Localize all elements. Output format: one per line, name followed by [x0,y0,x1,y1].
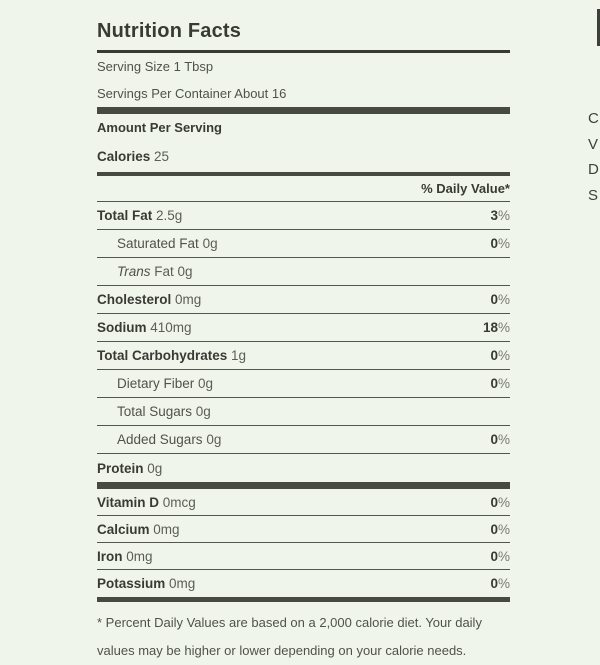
nutrient-label: Total Sugars 0g [117,404,211,419]
nutrient-label: Saturated Fat 0g [117,236,218,251]
nutrient-amount: 410mg [146,320,192,335]
daily-value: 3% [490,208,510,223]
clipped-text-line: S [588,186,599,204]
nutrient-row [97,258,510,286]
nutrient-row [97,286,510,314]
nutrient-label: Vitamin D 0mcg [97,494,196,510]
serving-size-text: Serving Size 1 Tbsp [97,59,214,74]
serving-size-row [97,53,510,80]
clipped-text-line: C [588,110,599,127]
nutrient-row [97,398,510,426]
nutrient-amount: 2.5g [152,208,183,223]
nutrient-amount: 0mg [165,576,196,591]
nutrient-row [97,370,510,398]
nutrient-amount: 0g [202,432,222,447]
daily-value: 0% [490,521,510,537]
daily-value: 0% [490,376,510,391]
nutrient-row [97,230,510,258]
nutrient-label: Added Sugars 0g [117,432,222,447]
nutrient-row [97,314,510,342]
daily-value-header-row [97,176,510,202]
nutrient-row [97,543,510,570]
section-divider-bar [97,597,510,602]
nutrient-row [97,516,510,543]
servings-per-container-text: Servings Per Container About 16 [97,86,287,101]
clipped-right-text [588,106,600,208]
daily-value: 0% [490,548,510,564]
nutrient-label: Trans Fat 0g [117,264,193,279]
nutrient-label: Sodium 410mg [97,320,192,335]
nutrient-row [97,570,510,597]
daily-value: 0% [490,348,510,363]
nutrient-label: Protein 0g [97,460,163,476]
clipped-text-line: D [588,161,599,178]
daily-value: 0% [490,292,510,307]
daily-value-header-text: % Daily Value* [421,181,510,196]
nutrient-amount: 0mg [149,521,180,537]
nutrient-amount: 0mg [122,548,153,564]
nutrient-label: Calcium 0mg [97,521,180,537]
vitamin-rows [97,489,510,597]
clipped-text-line: V [588,135,599,153]
daily-value: 0% [490,236,510,251]
nutrient-label: Total Fat 2.5g [97,208,183,223]
nutrient-amount: 0g [194,376,214,391]
nutrient-row [97,489,510,516]
section-divider-bar [97,482,510,489]
amount-per-serving-row [97,114,510,141]
nutrition-facts-panel [97,18,510,665]
daily-value: 0% [490,494,510,510]
daily-value: 0% [490,432,510,447]
daily-value: 18% [482,320,510,335]
calories-row [97,141,510,172]
nutrient-row [97,426,510,454]
nutrient-label: Total Carbohydrates 1g [97,348,247,363]
nutrient-amount: Fat 0g [150,264,193,279]
nutrient-row [97,342,510,370]
nutrient-label: Dietary Fiber 0g [117,376,214,391]
daily-value: 0% [490,576,510,591]
nutrient-row [97,454,510,482]
nutrient-amount: 1g [227,348,247,363]
nutrient-label: Potassium 0mg [97,576,196,591]
servings-per-container-row [97,80,510,107]
nutrient-amount: 0g [143,460,163,476]
section-divider-bar [97,107,510,114]
calories-value: 25 [154,149,170,164]
nutrient-amount: 0mcg [159,494,196,510]
nutrition-facts-title: Nutrition Facts [97,18,510,53]
nutrient-label: Cholesterol 0mg [97,292,202,307]
nutrient-row [97,202,510,230]
nutrient-label: Iron 0mg [97,548,153,564]
daily-value-footnote: * Percent Daily Values are based on a 2,000 calorie diet. Your daily values may be higher or lower depending on your calorie needs. [97,615,482,658]
calories-label: Calories [97,149,151,164]
amount-per-serving-text: Amount Per Serving [97,120,222,135]
nutrient-rows [97,202,510,482]
nutrient-amount: 0g [198,236,218,251]
nutrient-amount: 0g [192,404,211,419]
nutrient-amount: 0mg [171,292,202,307]
